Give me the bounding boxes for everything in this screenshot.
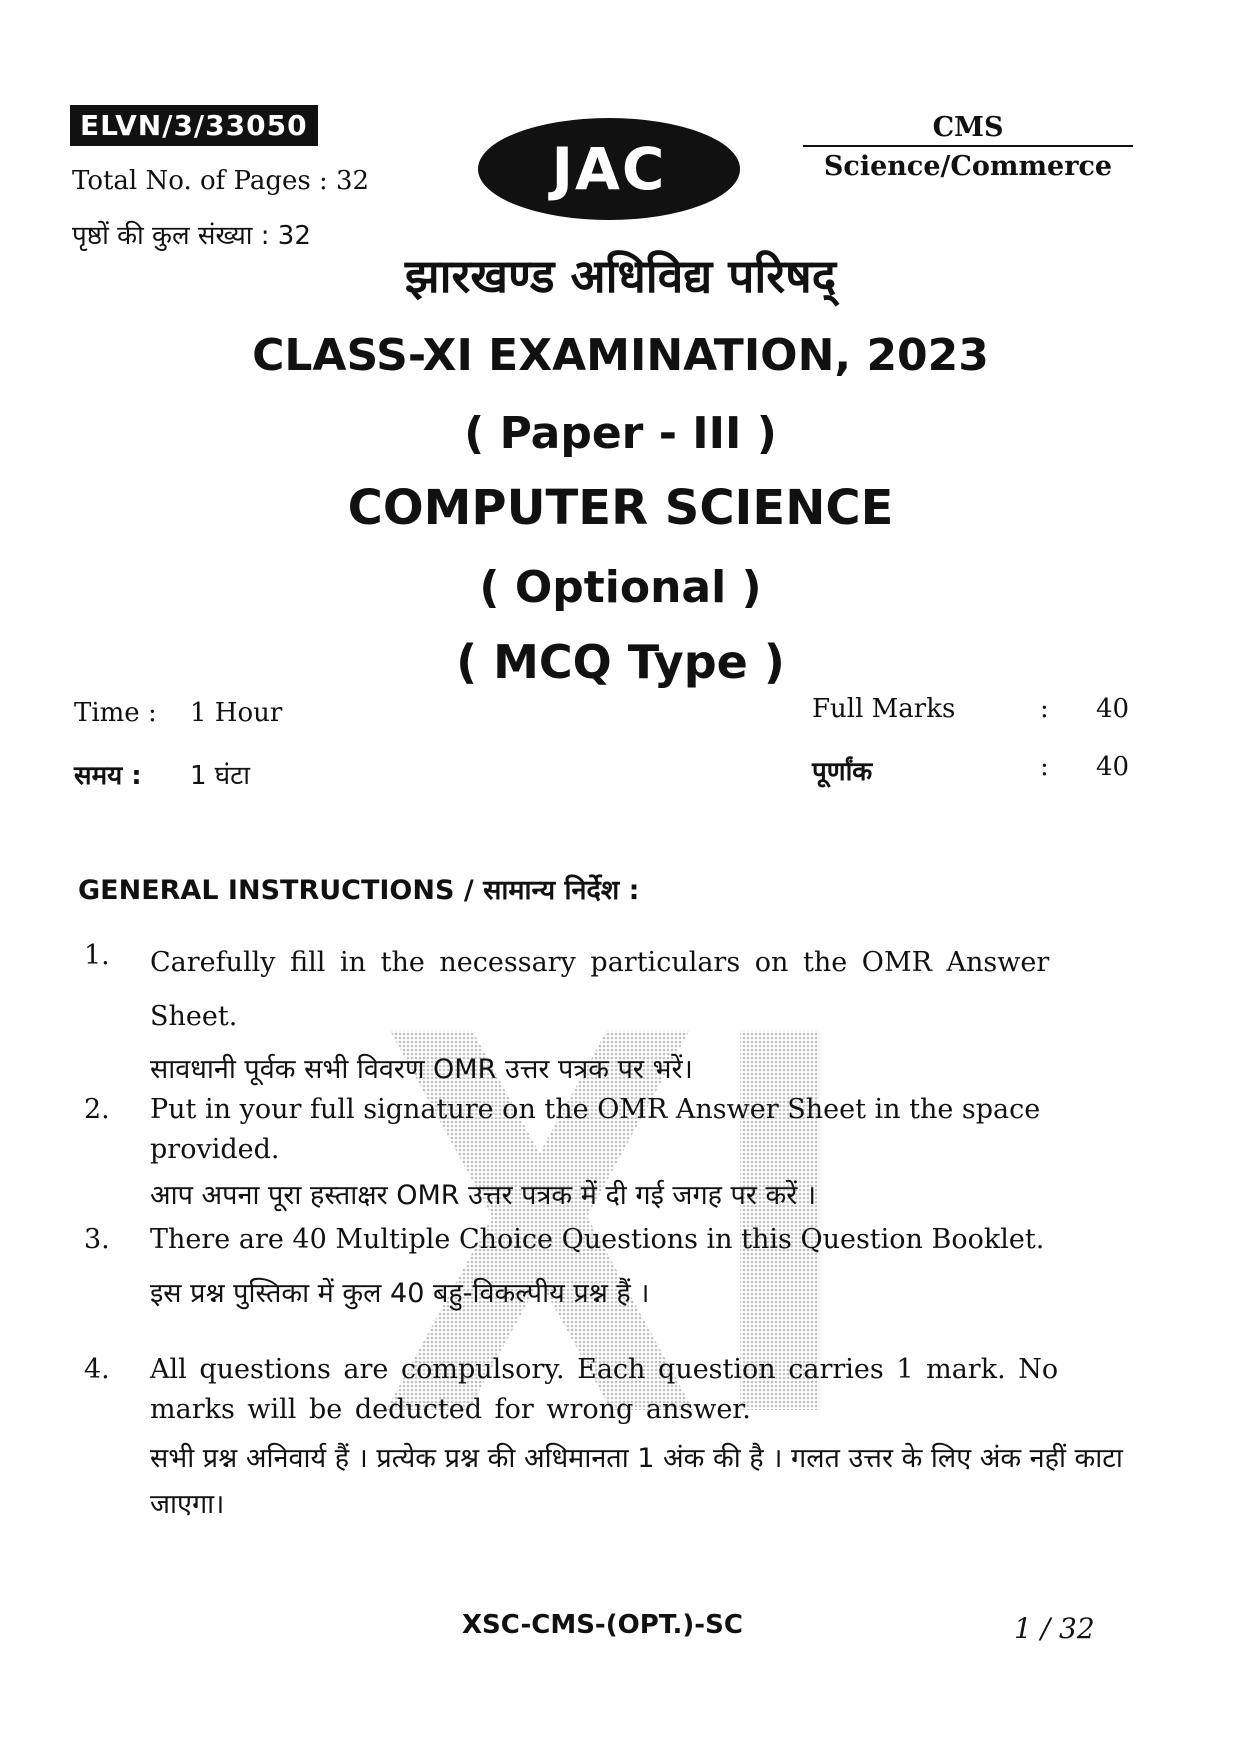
total-pages-en: Total No. of Pages : 32: [72, 166, 370, 196]
full-marks-value: 40: [1096, 694, 1130, 724]
marks-colon-hi: :: [1040, 752, 1049, 782]
optional-label: ( Optional ): [479, 562, 762, 613]
instruction-number: 4.: [84, 1354, 110, 1385]
instruction-text-en: Carefully fill in the necessary particulars on the OMR Answer Sheet.: [150, 947, 1050, 1032]
mcq-type-label: ( MCQ Type ): [456, 635, 785, 689]
instruction-number: 2.: [84, 1094, 110, 1125]
instruction-text-en: Put in your full signature on the OMR Answer Sheet in the space provided.: [150, 1094, 1041, 1165]
watermark-text: XI: [378, 1000, 858, 1440]
time-value-en: 1 Hour: [190, 698, 283, 728]
jac-logo: JAC: [478, 118, 740, 220]
total-pages-hi: पृष्ठों की कुल संख्या : 32: [72, 221, 311, 251]
council-name: झारखण्ड अधिविद्य परिषद्: [404, 249, 837, 303]
stream-block: [803, 112, 1133, 182]
instructions-heading: GENERAL INSTRUCTIONS / सामान्य निर्देश :: [78, 875, 640, 906]
instruction-text-hi: सावधानी पूर्वक सभी विवरण OMR उत्तर पत्रक पर भरें।: [150, 1054, 693, 1085]
full-marks-label: Full Marks: [812, 694, 956, 724]
instruction-text-hi: सभी प्रश्न अनिवार्य हैं । प्रत्येक प्रश्न की अधिमानता 1 अंक की है । गलत उत्तर के लिए अंक नहीं काटा जाएगा।: [150, 1443, 1123, 1520]
stream-code: CMS: [803, 112, 1133, 147]
subject-title: COMPUTER SCIENCE: [347, 480, 894, 536]
time-value-hi: 1 घंटा: [190, 761, 251, 791]
instruction-number: 1.: [84, 940, 110, 971]
page-number: 1 / 32: [1014, 1612, 1095, 1645]
instruction-text-hi: आप अपना पूरा हस्ताक्षर OMR उत्तर पत्रक में दी गई जगह पर करें ।: [150, 1180, 817, 1211]
time-label-en: Time :: [74, 698, 157, 728]
paper-code: ELVN/3/33050: [70, 105, 318, 146]
instruction-4: [84, 1350, 1129, 1528]
marks-colon: :: [1040, 694, 1049, 724]
instruction-3: [84, 1220, 1129, 1314]
time-label-hi: समय :: [74, 761, 142, 791]
footer-code: XSC-CMS-(OPT.)-SC: [462, 1610, 743, 1640]
exam-title: CLASS-XI EXAMINATION, 2023: [252, 330, 989, 381]
paper-number: ( Paper - III ): [464, 408, 777, 459]
instruction-text-en: There are 40 Multiple Choice Questions in this Question Booklet.: [150, 1224, 1045, 1255]
full-marks-value-hi: 40: [1096, 752, 1130, 782]
instruction-number: 3.: [84, 1224, 110, 1255]
instruction-2: [84, 1090, 1129, 1216]
instruction-text-en: All questions are compulsory. Each question carries 1 mark. No marks will be deducted for wrong answer.: [150, 1354, 1059, 1425]
instruction-1: [84, 936, 1129, 1090]
stream-name: Science/Commerce: [823, 151, 1113, 182]
instruction-text-hi: इस प्रश्न पुस्तिका में कुल 40 बहु-विकल्पीय प्रश्न हैं ।: [150, 1278, 650, 1309]
full-marks-label-hi: पूर्णांक: [812, 757, 873, 787]
